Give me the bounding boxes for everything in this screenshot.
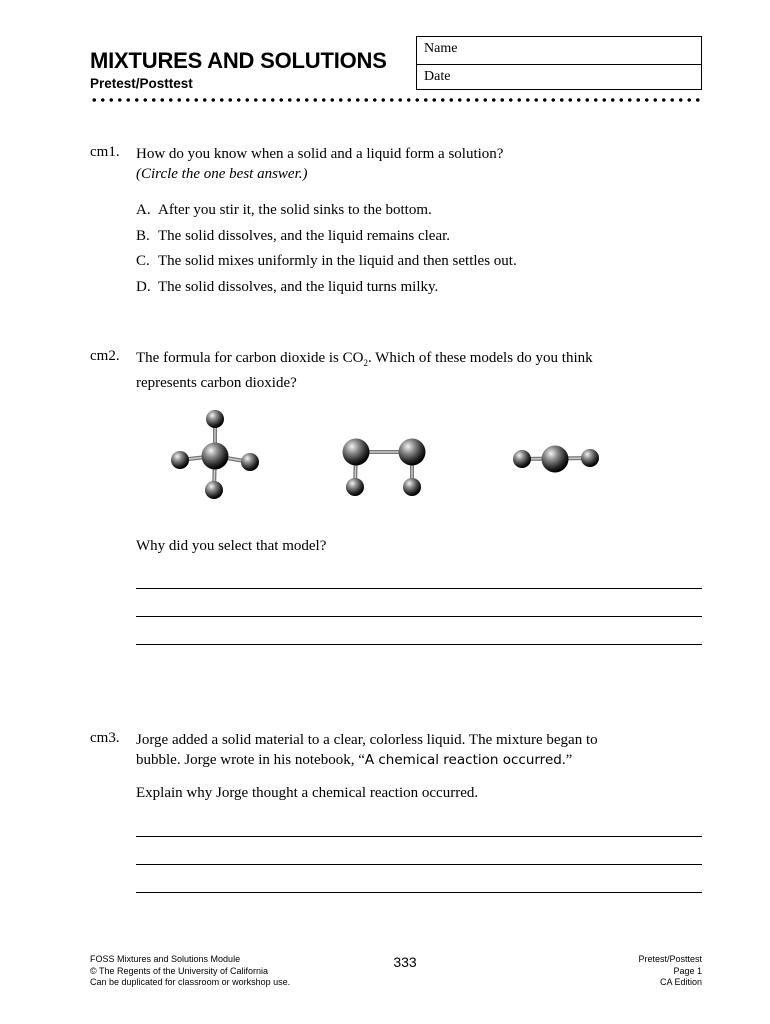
- q1-question-text: How do you know when a solid and a liquid form a solution?: [136, 146, 504, 162]
- footer-doc-name: Pretest/Posttest: [638, 954, 702, 964]
- q2-formula-subscript: 2: [363, 358, 368, 368]
- q2-number: cm2.: [90, 348, 120, 364]
- footer-edition: CA Edition: [659, 977, 702, 987]
- date-label: Date: [424, 69, 451, 84]
- option-text: The solid dissolves, and the liquid remains clear.: [158, 228, 451, 244]
- footer-left: [90, 954, 290, 989]
- option-letter: D.: [136, 279, 151, 295]
- q1-number: cm1.: [90, 144, 120, 160]
- option-text: The solid mixes uniformly in the liquid and then settles out.: [158, 253, 517, 269]
- q3-quote: A chemical reaction occurred: [364, 752, 562, 768]
- q1-option-b[interactable]: [136, 228, 450, 245]
- q2-question: [136, 348, 696, 393]
- footer-right: [502, 954, 702, 989]
- q1-instruction: (Circle the one best answer.): [136, 166, 308, 182]
- q2-text-after: . Which of these models do you think: [367, 350, 593, 366]
- q1-question: [136, 144, 696, 184]
- molecule-models: [160, 402, 620, 506]
- q3-line2-suffix: .”: [561, 752, 573, 768]
- q3-line1: Jorge added a solid material to a clear, colorless liquid. The mixture began to: [136, 732, 598, 748]
- name-field[interactable]: [417, 37, 701, 64]
- answer-line[interactable]: [136, 892, 702, 893]
- page-title: MIXTURES AND SOLUTIONS: [90, 48, 387, 73]
- option-letter: C.: [136, 253, 150, 269]
- q3-number: cm3.: [90, 730, 120, 746]
- q2-followup: Why did you select that model?: [136, 538, 327, 554]
- footer-usage: Can be duplicated for classroom or workshop use.: [90, 977, 291, 987]
- answer-line[interactable]: [136, 644, 702, 645]
- q3-question: [136, 730, 716, 770]
- q3-followup: Explain why Jorge thought a chemical reaction occurred.: [136, 785, 479, 801]
- footer-copyright: © The Regents of the University of California: [90, 965, 269, 976]
- q2-text-before: The formula for carbon dioxide is CO: [136, 350, 364, 366]
- footer-page: Page 1: [673, 965, 702, 976]
- answer-line[interactable]: [136, 588, 702, 589]
- page-subtitle: Pretest/Posttest: [90, 76, 193, 91]
- option-letter: B.: [136, 228, 150, 244]
- page-number: 333: [393, 954, 417, 970]
- answer-line[interactable]: [136, 864, 702, 865]
- q1-option-d[interactable]: [136, 279, 438, 296]
- option-text: After you stir it, the solid sinks to the bottom.: [158, 202, 432, 218]
- dotted-divider: [90, 96, 704, 104]
- option-text: The solid dissolves, and the liquid turns milky.: [158, 279, 439, 295]
- q2-line2: represents carbon dioxide?: [136, 375, 297, 391]
- date-field[interactable]: [417, 64, 701, 91]
- model-2-bridged[interactable]: [343, 439, 426, 497]
- model-3-linear[interactable]: [513, 446, 599, 473]
- option-letter: A.: [136, 202, 151, 218]
- model-1-tetrahedral[interactable]: [171, 410, 259, 499]
- answer-line[interactable]: [136, 836, 702, 837]
- name-date-box: [416, 36, 702, 90]
- q1-option-c[interactable]: [136, 253, 517, 270]
- name-label: Name: [424, 41, 458, 56]
- answer-line[interactable]: [136, 616, 702, 617]
- q1-option-a[interactable]: [136, 202, 432, 219]
- q3-line2-prefix: bubble. Jorge wrote in his notebook, “: [136, 752, 365, 768]
- footer-module: FOSS Mixtures and Solutions Module: [90, 954, 241, 964]
